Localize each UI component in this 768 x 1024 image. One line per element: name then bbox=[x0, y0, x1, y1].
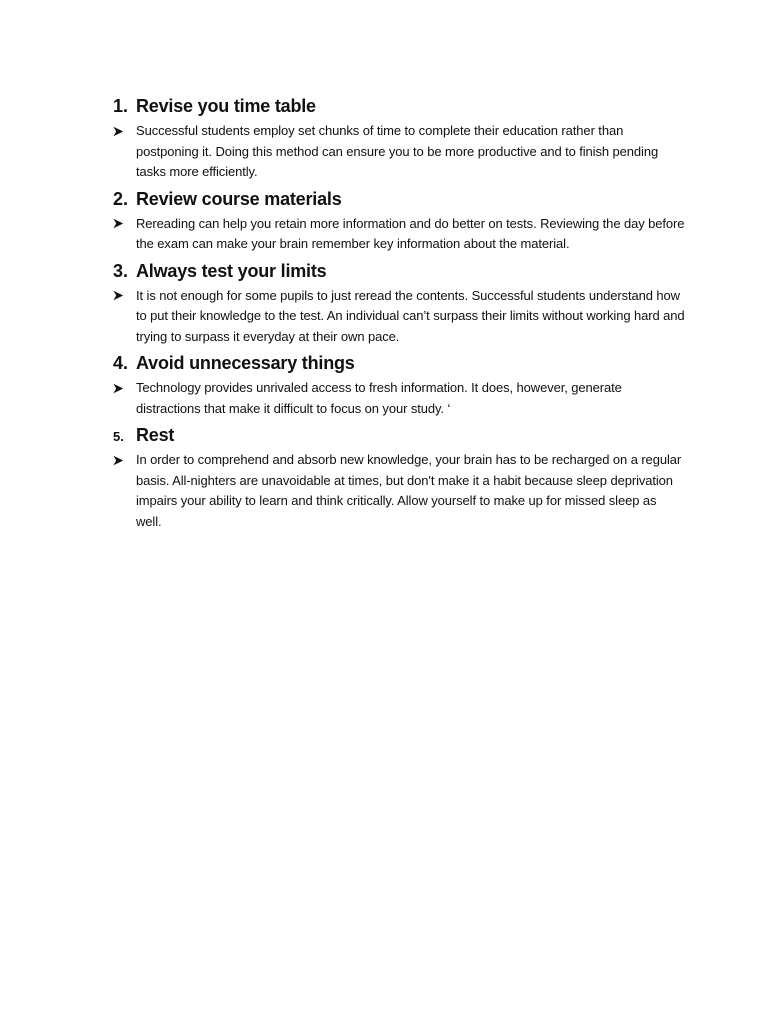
bullet-item bbox=[113, 450, 685, 534]
section-number: 1. bbox=[113, 96, 129, 116]
section-4 bbox=[113, 349, 685, 421]
section-2 bbox=[113, 185, 685, 257]
section-paragraph: In order to comprehend and absorb new knowledge, your brain has to be recharged on a regular basis. All-nighters are unavoidable at times, but don't make it a habit because sleep deprivation impairs your ability to learn and think critically. Allow yourself to make up for missed sleep as well. bbox=[136, 452, 682, 529]
bullet-item bbox=[113, 214, 685, 257]
section-number: 4. bbox=[113, 353, 129, 373]
section-number: 2. bbox=[113, 188, 129, 209]
arrowhead-bullet-icon bbox=[113, 286, 136, 307]
section-number: 3. bbox=[113, 260, 129, 281]
section-number: 5. bbox=[113, 429, 124, 444]
section-title: Avoid unnecessary things bbox=[136, 353, 355, 373]
section-3 bbox=[113, 257, 685, 350]
section-title: Rest bbox=[136, 425, 175, 445]
section-title: Always test your limits bbox=[136, 260, 327, 281]
section-title: Review course materials bbox=[136, 188, 342, 209]
section-title: Revise you time table bbox=[136, 96, 316, 116]
bullet-item bbox=[113, 286, 685, 350]
arrowhead-bullet-icon bbox=[113, 378, 136, 399]
section-heading bbox=[113, 421, 685, 450]
section-heading bbox=[113, 185, 685, 214]
section-paragraph: Successful students employ set chunks of time to complete their education rather than postponing it. Doing this method can ensure you to be more productive and to finish pending tasks more efficiently. bbox=[136, 123, 659, 179]
section-1 bbox=[113, 92, 685, 185]
bullet-item bbox=[113, 121, 685, 185]
section-paragraph: Rereading can help you retain more information and do better on tests. Reviewing the day before the exam can make your brain remember key information about the material. bbox=[136, 215, 685, 251]
section-paragraph: It is not enough for some pupils to just reread the contents. Successful students understand how to put their knowledge to the test. An individual can’t surpass their limits without working hard and trying to surpass it everyday at their own pace. bbox=[136, 287, 685, 344]
section-heading bbox=[113, 257, 685, 286]
section-heading bbox=[113, 92, 685, 121]
arrowhead-bullet-icon bbox=[113, 214, 136, 235]
arrowhead-bullet-icon bbox=[113, 121, 136, 142]
section-heading bbox=[113, 349, 685, 378]
bullet-item bbox=[113, 378, 685, 421]
arrowhead-bullet-icon bbox=[113, 450, 136, 471]
document-content bbox=[113, 92, 685, 534]
section-5 bbox=[113, 421, 685, 534]
section-paragraph: Technology provides unrivaled access to fresh information. It does, however, generate distractions that make it difficult to focus on your study. ‘ bbox=[136, 380, 622, 416]
